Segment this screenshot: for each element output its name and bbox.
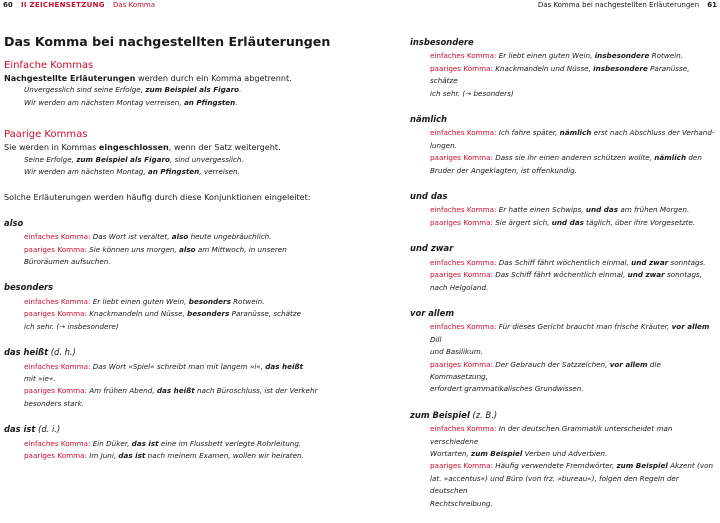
running-header-left — [3, 0, 155, 10]
example-continuation: nach Helgoland. — [430, 282, 489, 292]
intro-text: Solche Erläuterungen werden häufig durch diese Konjunktionen eingeleitet: — [4, 192, 311, 203]
example-continuation: ich sehr. (→ insbesondere) — [24, 321, 119, 331]
example-line: Seine Erfolge, zum Beispiel als Figaro, sind unvergesslich. — [24, 154, 244, 164]
page-title: Das Komma bei nachgestellten Erläuterungen — [4, 34, 331, 49]
example-paired: paariges Komma: Sie können uns morgen, also am Mittwoch, in unseren — [24, 244, 287, 254]
example-single: einfaches Komma: Ein Düker, das ist eine im Flussbett verlegte Rohrleitung. — [24, 438, 302, 448]
example-single: einfaches Komma: Das Schiff fährt wöchentlich einmal, und zwar sonntags. — [430, 257, 706, 267]
example-single: einfaches Komma: In der deutschen Grammatik unterscheidet man verschiedene — [430, 424, 673, 446]
entry-und-das — [410, 190, 718, 229]
example-paired: paariges Komma: Sie ärgert sich, und das täglich, über ihre Vorgesetzte. — [430, 217, 696, 227]
example-continuation: mit »ie«. — [24, 373, 56, 383]
entry-das-heisst — [4, 346, 359, 410]
keyword: besonders — [4, 282, 54, 293]
example-single: einfaches Komma: Ich fahre später, nämlich erst nach Abschluss der Verhand- — [430, 128, 715, 138]
example-single: einfaches Komma: Für dieses Gericht braucht man frische Kräuter, vor allem Dill — [430, 322, 710, 344]
running-title-right: Das Komma bei nachgestellten Erläuterungen — [537, 1, 700, 9]
example-continuation: Wortarten, zum Beispiel Verben und Adverbien. — [430, 448, 608, 458]
entry-das-ist — [4, 423, 359, 462]
example-single: einfaches Komma: Er liebt einen guten Wein, besonders Rotwein. — [24, 296, 265, 306]
entry-zum-beispiel — [410, 409, 718, 510]
page-number-right: 61 — [707, 1, 717, 9]
example-paired: paariges Komma: Knackmandeln und Nüsse, insbesondere Paranüsse, schätze — [430, 63, 690, 86]
heading-einfache-kommas: Einfache Kommas — [4, 60, 94, 71]
keyword: und das — [410, 191, 448, 202]
example-paired: paariges Komma: Häufig verwendete Fremdwörter, zum Beispiel Akzent (von — [430, 461, 714, 471]
example-continuation: erfordert grammatikalisches Grundwissen. — [430, 384, 584, 394]
example-single: einfaches Komma: Das Wort »Spiel« schreibt man mit langem »i«, das heißt — [24, 361, 304, 371]
example-single: einfaches Komma: Das Wort ist veraltet, also heute ungebräuchlich. — [24, 232, 272, 242]
example-continuation: lat. »accentus«) und Büro (von frz. »bureau«), folgen den Regeln der deutschen — [430, 473, 679, 496]
example-paired: paariges Komma: Dass sie ihr einen anderen schützen wollte, nämlich den — [430, 153, 702, 163]
entry-insbesondere — [410, 36, 718, 100]
chapter-label: II ZEICHENSETZUNG — [20, 1, 105, 9]
rule-paarige: Sie werden in Kommas eingeschlossen, wenn der Satz weitergeht. — [4, 142, 281, 153]
example-continuation: Bruder der Angeklagten, ist offenkundig. — [430, 165, 577, 175]
page-number-left: 60 — [3, 1, 13, 9]
example-continuation: ich sehr. (→ besonders) — [430, 88, 514, 98]
example-paired: paariges Komma: Knackmandeln und Nüsse, besonders Paranüsse, schätze — [24, 309, 302, 319]
entry-naemlich — [410, 113, 718, 177]
rule-einfache: Nachgestellte Erläuterungen werden durch ein Komma abgetrennt. — [4, 73, 292, 83]
example-line: Wir werden am nächsten Montag verreisen, an Pfingsten. — [24, 97, 238, 107]
entry-also — [4, 217, 359, 269]
example-paired: paariges Komma: Am frühen Abend, das heißt nach Büroschluss, ist der Verkehr — [24, 386, 318, 396]
example-continuation: besonders stark. — [24, 398, 85, 408]
entry-vor-allem — [410, 307, 718, 396]
keyword: das ist (d. i.) — [4, 424, 61, 435]
example-single: einfaches Komma: Er hatte einen Schwips, und das am frühen Morgen. — [430, 205, 690, 215]
example-continuation: Büroräumen aufsuchen. — [24, 257, 111, 267]
keyword: das heißt (d. h.) — [4, 347, 76, 358]
example-continuation: lungen. — [430, 140, 457, 150]
keyword: und zwar — [410, 243, 454, 254]
example-line: Wir werden am nächsten Montag, an Pfingsten, verreisen. — [24, 167, 240, 177]
section-label: Das Komma — [113, 1, 156, 9]
running-header-right — [538, 0, 717, 10]
keyword: also — [4, 217, 24, 228]
keyword: insbesondere — [410, 37, 474, 47]
keyword: nämlich — [410, 114, 448, 125]
entry-besonders — [4, 281, 359, 333]
example-paired: paariges Komma: Das Schiff fährt wöchentlich einmal, und zwar sonntags, — [430, 270, 703, 280]
right-column — [410, 36, 718, 523]
example-single: einfaches Komma: Er liebt einen guten Wein, insbesondere Rotwein. — [430, 51, 683, 61]
example-line: Unvergesslich sind seine Erfolge, zum Beispiel als Figaro. — [24, 85, 242, 95]
left-column — [4, 34, 359, 475]
entry-und-zwar — [410, 242, 718, 294]
example-paired: paariges Komma: Im Juni, das ist nach meinem Examen, wollen wir heiraten. — [24, 450, 304, 460]
example-continuation: Rechtschreibung. — [430, 498, 493, 508]
heading-paarige-kommas: Paarige Kommas — [4, 129, 88, 141]
example-continuation: und Basilikum. — [430, 347, 484, 357]
keyword: vor allem — [410, 307, 455, 318]
keyword: zum Beispiel (z. B.) — [410, 409, 498, 420]
example-paired: paariges Komma: Der Gebrauch der Satzzeichen, vor allem die Kommasetzung, — [430, 359, 661, 381]
